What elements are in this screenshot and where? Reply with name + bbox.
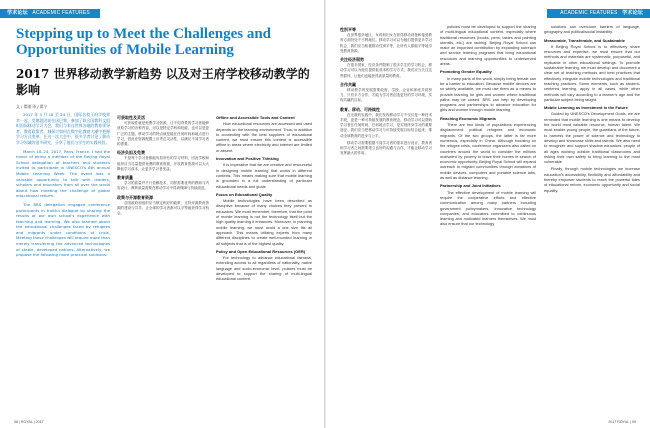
section-heading: 教育质量 xyxy=(117,175,133,181)
section-paragraph: solutions can overcome barriers of language, geography and political/social instability. xyxy=(544,24,640,35)
section-paragraph: 在无数的实践中，我们发现移动学习不仅仅是一种技术手段，更是一种可持续发展的教育理念。移动学习可以帮助学习者在任何时间、任何地点学习，是实现终身学习的重要途径。我们应当把移动学习与可持续发展目标结合起来，推动全球教育的进步与公平。 xyxy=(340,112,432,138)
section-paragraph: There are two kinds of populations experiencing displacement: political refugees and economic migrants. Of the two groups, the latter is far more numerous, especially in China. Although focusing on the refugee crisis, conference organizers also called on countries around the world to consider the millions motivated by poverty to leave their homes in search of economic opportunity. Beijing Royal School will expand outreach to migrant communities through donations of mobile devices, computers and portable science labs, as well as distance learning. xyxy=(440,122,536,181)
section-paragraph: 在很多国家，经济条件限制了很多学生的学习机会，移动学习可以为他们提供低成本的学习方式，我们应当关注这些群体，让他们也能获得高质量的教育。 xyxy=(340,63,432,78)
section-heading: Innovation and Positive Thinking xyxy=(216,156,279,162)
article-title-chinese: 2017 世界移动教学新趋势 以及对王府学校移动教学的影响 xyxy=(16,67,310,97)
section-heading: Measurable, Transferable, and Sustainable xyxy=(544,37,625,43)
section-paragraph: The effective development of mobile learning will require the cooperative efforts and effective communication among many partners including government policymakers, innovative technology companies, and educators committed to continuous learning and motivated learners themselves. We must also ensure that our technology xyxy=(440,189,536,227)
header-right-cn: 学术论坛 xyxy=(622,10,643,16)
section-paragraph: How educational resources are accessed and used depends on the learning environment. Thus, in addition to connecting with the best suppliers of educational content, we must ensure this content is accessible offline in areas where electricity and internet are limited or absent. xyxy=(216,121,312,153)
section-paragraph: It is imperative that we are creative and resourceful in designing mobile learning that works in different contexts. This means making sure that mobile learning is grounded in a full understanding of particular educational needs and goals. xyxy=(216,162,312,189)
section-paragraph: 移动学习需要根据不同学习者的需求进行设计，教育者和学习者之间需要建立良好的沟通与合作，才能让移动学习发挥最大的作用。 xyxy=(340,140,432,156)
section-paragraph: Mobile technologies have been described as disruptive because of many choices they present to educators. We must remember, therefore, that the point of mobile learning is not the technology itself but the high quality learning it enhances. Moreover, in planning mobile learning, we must avoid a one size fits all approach. This means utilizing experts from many different disciplines to create well-rounded learning in all subjects that is of the highest quality. xyxy=(216,198,312,246)
left-page xyxy=(0,0,324,428)
section-heading: Reaching Economic Migrants xyxy=(440,115,497,121)
section-heading: 政策与开源教育资源 xyxy=(117,194,153,200)
header-right-en: ACADEMIC FEATURES xyxy=(560,10,618,16)
footer-right: 2017 ROYAL | 59 xyxy=(608,420,636,424)
column-english-1 xyxy=(216,112,312,412)
section-heading: 性别平等 xyxy=(340,27,356,32)
column-chinese-2 xyxy=(340,24,432,414)
column-chinese-1 xyxy=(117,112,209,412)
intro-column xyxy=(16,112,110,412)
section-paragraph: 在世界很多地区，女孩和妇女在获得移动设备和接受教育方面仍处于不利地位。移动学习可以为她们提供更多学习机会，我们应当积极推动性别平等，让所有人都能平等地享受教育资源。 xyxy=(340,33,432,53)
article-title-english: Stepping up to Meet the Challenges and Opportunities of Mobile Learning xyxy=(16,26,272,58)
section-paragraph: policies must be developed to support the sharing of multi-lingual educational content, especially where traditional resources (books, pens, tables and painting utensils, etc.) are lacking. Beijing Royal School can make an important contribution by expanding outreach and service learning programs that bring educational resources and learning opportunities to underserved areas. xyxy=(440,24,536,67)
section-paragraph: For technology to advance educational fairness, extending access to all regardless of nationality, native language and socio-economic level, policies must be developed to support the sharing of multi-lingual educational content. xyxy=(216,255,312,282)
column-english-3 xyxy=(544,24,640,414)
section-heading: Partnership and Joint Initiatives xyxy=(440,183,501,189)
section-heading: 关注经济弱势 xyxy=(340,57,364,63)
section-paragraph: 不是每个学习者都能负担所有的学习材料，因此学校和组织应当尽量提供免费的教育资源，开放教育资源可以大大降低学习成本，让更多学习者受益。 xyxy=(117,156,209,171)
section-heading: 可获取性及灵活 xyxy=(117,115,145,120)
header-bar-right xyxy=(547,9,650,18)
right-page xyxy=(326,0,650,428)
section-heading: Promoting Gender Equality xyxy=(440,69,492,75)
section-heading: 经济负担及免费 xyxy=(117,150,145,156)
section-heading: 教育、移动、可持续性 xyxy=(340,106,380,112)
section-heading: Offline and Accessible Tools and Content xyxy=(216,115,295,120)
byline: 文 / 翟瑾 译 / 翟宁 xyxy=(16,104,48,109)
section-heading: 合作共赢 xyxy=(340,81,356,87)
section-paragraph: 各国政府和组织应当制定相应的政策，支持开源教育资源的建设与共享，让全球的学习者都可以平等地获得学习机会。 xyxy=(117,200,209,216)
intro-english: March 18–24, 2017, Paris, France. I had the honor of being a member of the Beijing Royal School delegation of teachers and students invited to participate in UNESCO's 8th annual Mobile Learning Week. The event was a valuable opportunity to talk with leaders, scholars and educators from all over the world about how meeting the challenge of global educational reform. xyxy=(16,148,110,199)
section-paragraph: In many parts of the world, simply being female can be a barrier to education. Because mobile devices are so widely available, we must use them as a means to provide learning for girls and women where traditional paths may be closed. BRS can help by developing programs and partnerships to advance education for girls and women through mobile learning. xyxy=(440,75,536,113)
section-paragraph: 移动教学的发展需要政府、学校、企业和家庭共同努力，只有多方合作，才能为学习者创造更好的学习环境，实现共赢的目标。 xyxy=(340,88,432,103)
section-heading: Mobile Learning as Investment in the Future xyxy=(544,105,628,111)
section-heading: Focus on Educational Quality xyxy=(216,191,273,197)
header-left-cn: 学术论坛 xyxy=(7,10,28,16)
section-paragraph: Guided by UNESCO's Development Goals, we are reminded that mobile learning is one means to develop the world most valuable resource, human talent. We must enable young people, the guardians of the future, to harness the power of science and technology to develop and showcase skills and talents. We also need to recognize and support shadow educators, people of all ages working outside traditional classrooms and risking their own safety to bring learning to the most vulnerable. xyxy=(544,111,640,165)
section-paragraph: Finally, through mobile technologies we increase education's accessibility, flexibility and affordability and thereby empower students to reach the powerful tides of educational reform, economic opportunity and social equality. xyxy=(544,166,640,193)
footer-left: 58 | ROYAL | 2017 xyxy=(14,420,44,424)
section-paragraph: 学习的质量并不只依赖技术，同样需要优秀的教师与内容设计，教育质量需要在移动学习中得到保障与持续改进。 xyxy=(117,181,209,191)
section-paragraph: 可获取性就是免费学习资源，让不同背景的学习者能够获取学习的各种内容，可以是特定学科和技能，也可以是更广泛的主题。移动学习的特点就是能在任何时间和地点进行学习，因此在资源配置上应考虑灵活性，以满足不同学习者的需要。 xyxy=(117,121,209,147)
intro-english-2: The BRS delegation engaged conference participants in fruitful dialogue by sharing the results of our own school's experience with teaching and learning. We also learned about the educational challenges faced by refugees and migrants under conditions of crisis. Meeting these challenges will require more than merely transferring the advanced technologies of stable, developed nations. Alternatively, we propose the following more practical solutions: xyxy=(16,201,110,258)
intro-chinese: 2017 年 3 月 18 至 24 日，国际名校王府学校荣幸一起，受邀派团前往国巴黎，参加了联合国教科文组织国际移动学习大会，我们与来自世界各地的教育领导者、教育政策者，城探讨如何在数字化教育大潮中把握学习方式变革。在这一次大会中，很多学者讨论了移动学习领域的很多研究，分享了他们与学生的实践经验。 xyxy=(16,112,110,145)
section-paragraph: If Beijing Royal School is to effectively share resources and expertise, we must ensure that our methods and materials are systematic, purposeful, and replicable in other educational settings. To promote sustainable learning, we must develop and document a clear set of teaching methods and best practices that effectively integrate mobile technologies and traditional teaching practices. Some elements, such as student-centered learning, apply in all cases, while other methods will vary according to a learner's age and the particular subject being taught. xyxy=(544,43,640,102)
header-bar-left xyxy=(0,9,100,18)
section-heading: Policy and Open Educational Resources (OER) xyxy=(216,248,306,254)
header-left-en: ACADEMIC FEATURES xyxy=(32,10,90,16)
column-english-2 xyxy=(440,24,536,414)
